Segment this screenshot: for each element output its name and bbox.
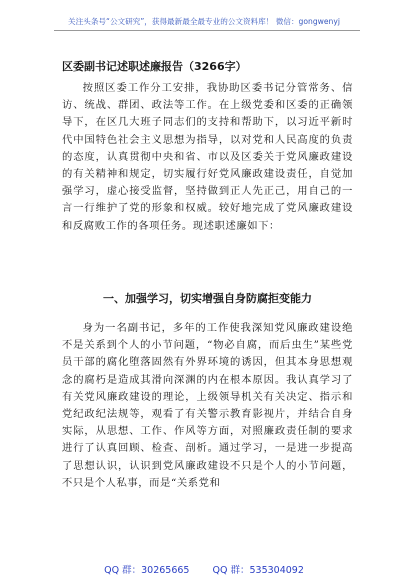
section-heading-1: 一、加强学习，切实增强自身防腐拒变能力 bbox=[103, 292, 312, 305]
footer-qq-groups bbox=[0, 562, 408, 576]
body-paragraph-1: 按照区委工作分工安排，我协助区委书记分管常务、信访、统战、群团、政法等工作。在上级党委和区委的正确领导下，在区几大班子同志们的支持和帮助下，以习近平新时代中国特色社会主义思想为指导，以对党和人民高度的负责的态度，认真贯彻中央和省、市以及区委关于党风廉政建设的有关精神和规定，切实履行好党风廉政建设责任，自觉加强学习，虚心接受监督，坚持做到正人先正己，用自己的一言一行维护了党的形象和权威。较好地完成了党风廉政建设和反腐败工作的各项任务。现述职述廉如下： bbox=[62, 82, 353, 232]
footer-qq-group-2: QQ 群：535304092 bbox=[212, 565, 304, 576]
footer-qq-group-1: QQ 群：30265665 bbox=[104, 565, 190, 576]
header-promo-note: 关注头条号“公文研究”，获得最新最全最专业的公文资料库！ 微信：gongwenyj bbox=[68, 17, 340, 26]
header-divider bbox=[54, 30, 360, 31]
document-title: 区委副书记述职述廉报告（3266字） bbox=[62, 60, 247, 73]
body-paragraph-2: 身为一名副书记，多年的工作使我深知党风廉政建设绝不是关系到个人的小节问题，“物必自腐，而后虫生”某些党员干部的腐化堕落固然有外界环境的诱因，但其本身思想观念的腐朽是造成其滑向深渊的内在根本原因。我认真学习了有关党风廉政建设的理论，上级领导机关有关决定、指示和党纪政纪法规等，观看了有关警示教育影视片，并结合自身实际，从思想、工作、作风等方面，对照廉政责任制的要求进行了认真回顾、检查、剖析。通过学习，一是进一步提高了思想认识，认识到党风廉政建设不只是个人的小节问题，不只是个人私事，而是“关系党和 bbox=[62, 322, 353, 489]
